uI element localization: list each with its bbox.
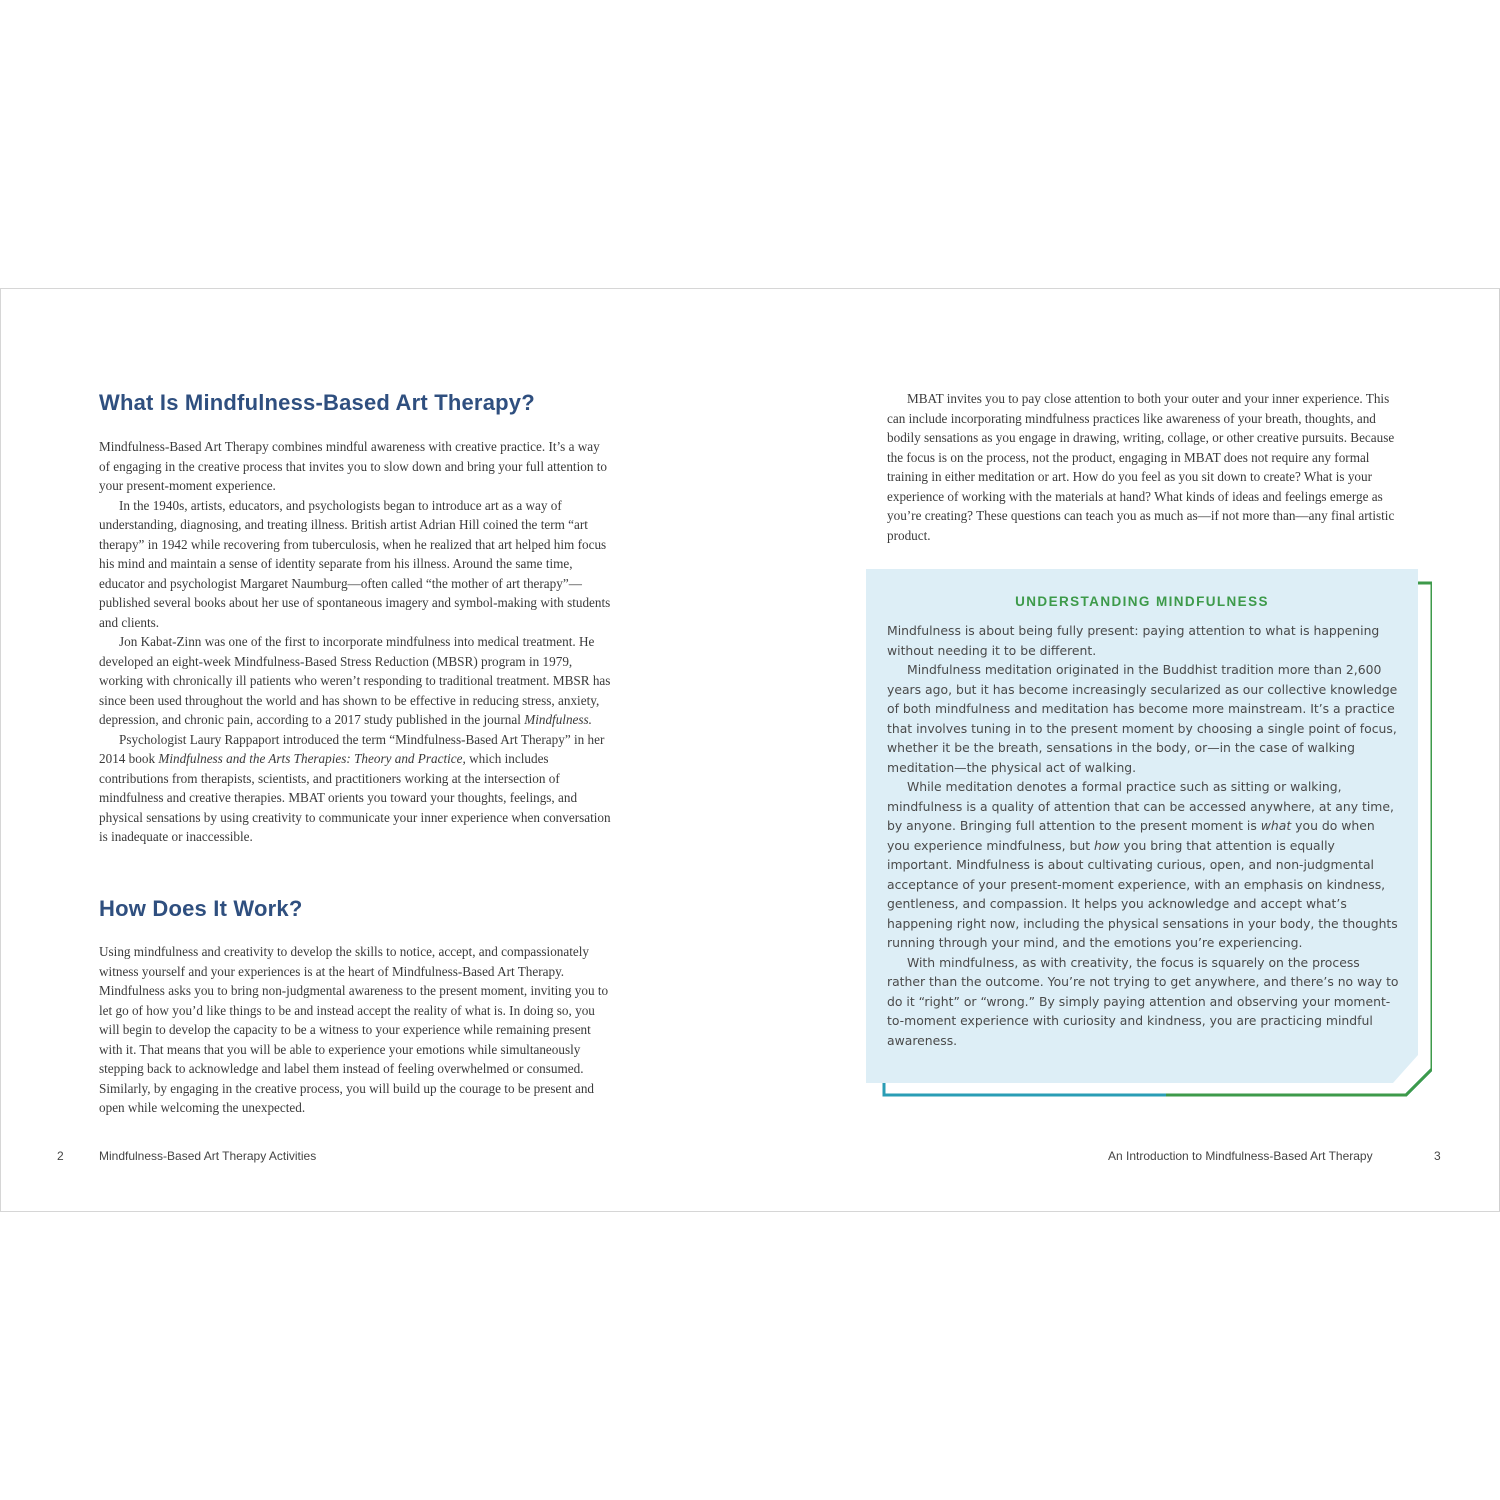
paragraph: Mindfulness-Based Art Therapy combines mindful awareness with creative practice. It’s a way of engaging in the creative process that invites you to slow down and bring your full attention to your present-moment experience. [99,439,607,493]
right-intro [887,389,1399,545]
paragraph: Jon Kabat-Zinn was one of the first to incorporate mindfulness into medical treatment. He developed an eight-week Mindfulness-Based Stress Reduction (MBSR) program in 1979, working with chronically ill patients who weren’t responding to traditional treatment. MBSR has since been used throughout the world and has shown to be effective in reducing stress, anxiety, depression, and chronic pain, according to a 2017 study published in the journal Mindfulness. [99,634,611,727]
sidebar-body [887,621,1401,1050]
sidebar-paragraph: While meditation denotes a formal practice such as sitting or walking, mindfulness is a quality of attention that can be accessed anywhere, at any time, by anyone. Bringing full attention to the present moment is what you do when you experience mindfulness, but how you bring that attention is equally important. Mindfulness is about cultivating curious, open, and non-judgmental acceptance of your present-moment experience, with an emphasis on kindness, gentleness, and compassion. It helps you acknowledge and accept what’s happening right now, including the physical sensations in your body, the thoughts running through your mind, and the emotions you’re experiencing. [887,779,1398,950]
paragraph: Using mindfulness and creativity to develop the skills to notice, accept, and compassionately witness yourself and your experiences is at the heart of Mindfulness-Based Art Therapy. Mindfulness asks you to bring non-judgmental awareness to the present moment, inviting you to let go of how you’d like things to be and instead accept the reality of what is. In doing so, you will begin to develop the capacity to be a witness to your experience while remaining present with it. That means that you will be able to experience your emotions while simultaneously stepping back to acknowledge and label them instead of feeling overwhelmed or consumed. Similarly, by engaging in the creative process, you will build up the courage to be present and open while welcoming the unexpected. [99,944,609,1115]
sidebar-paragraph: Mindfulness is about being fully present: paying attention to what is happening without needing it to be different. [887,623,1380,658]
section-heading-how-does-it-work: How Does It Work? [99,896,303,921]
running-footer-right: An Introduction to Mindfulness-Based Art Therapy [1108,1149,1373,1163]
page-number-right: 3 [1434,1149,1441,1163]
page-number-left: 2 [57,1149,64,1163]
paragraph: Psychologist Laury Rappaport introduced the term “Mindfulness-Based Art Therapy” in her 2014 book Mindfulness and the Arts Therapies: Theory and Practice, which includes contributions from therapists, scientists, and practitioners working at the intersection of mindfulness and creative therapies. MBAT orients you toward your thoughts, feelings, and physical sensations by using creativity to communicate your inner experience when conversation is inadequate or inaccessible. [99,731,611,844]
left-section-2 [99,942,615,1118]
left-section-1 [99,437,611,847]
sidebar-understanding-mindfulness [866,569,1432,1097]
section-heading-what-is-mbat: What Is Mindfulness-Based Art Therapy? [99,390,535,415]
sidebar-paragraph: With mindfulness, as with creativity, the focus is squarely on the process rather than the outcome. You’re not trying to get anywhere, and there’s no way to do it “right” or “wrong.” By simply paying attention and observing your moment-to-moment experience with curiosity and kindness, you are practicing mindful awareness. [887,954,1399,1048]
paragraph: In the 1940s, artists, educators, and psychologists began to introduce art as a way of understanding, diagnosing, and treating illness. British artist Adrian Hill coined the term “art therapy” in 1942 while recovering from tuberculosis, when he realized that art helped him focus his mind and maintain a sense of identity separate from his illness. Around the same time, educator and psychologist Margaret Naumburg—often called “the mother of art therapy”—published several books about her use of spontaneous imagery and symbol-making with students and clients. [99,497,611,630]
paragraph: MBAT invites you to pay close attention to both your outer and your inner experience. This can include incorporating mindfulness practices like awareness of your breath, thoughts, and bodily sensations as you engage in drawing, writing, collage, or other creative pursuits. Because the focus is on the process, not the product, engaging in MBAT does not require any formal training in either meditation or art. How do you feel as you sit down to create? What is your experience of working with the materials at hand? What kinds of ideas and feelings emerge as you’re creating? These questions can teach you as much as—if not more than—any final artistic product. [887,391,1395,543]
sidebar-title: UNDERSTANDING MINDFULNESS [1015,594,1269,609]
sidebar-paragraph: Mindfulness meditation originated in the Buddhist tradition more than 2,600 years ago, but it has become increasingly secularized as our collective knowledge of both mindfulness and meditation has become more mainstream. It’s a practice that involves tuning in to the present moment by choosing a single point of focus, whether it be the breath, sensations in the body, or—in the case of walking meditation—the physical act of walking. [887,662,1398,775]
running-footer-left: Mindfulness-Based Art Therapy Activities [99,1149,317,1163]
